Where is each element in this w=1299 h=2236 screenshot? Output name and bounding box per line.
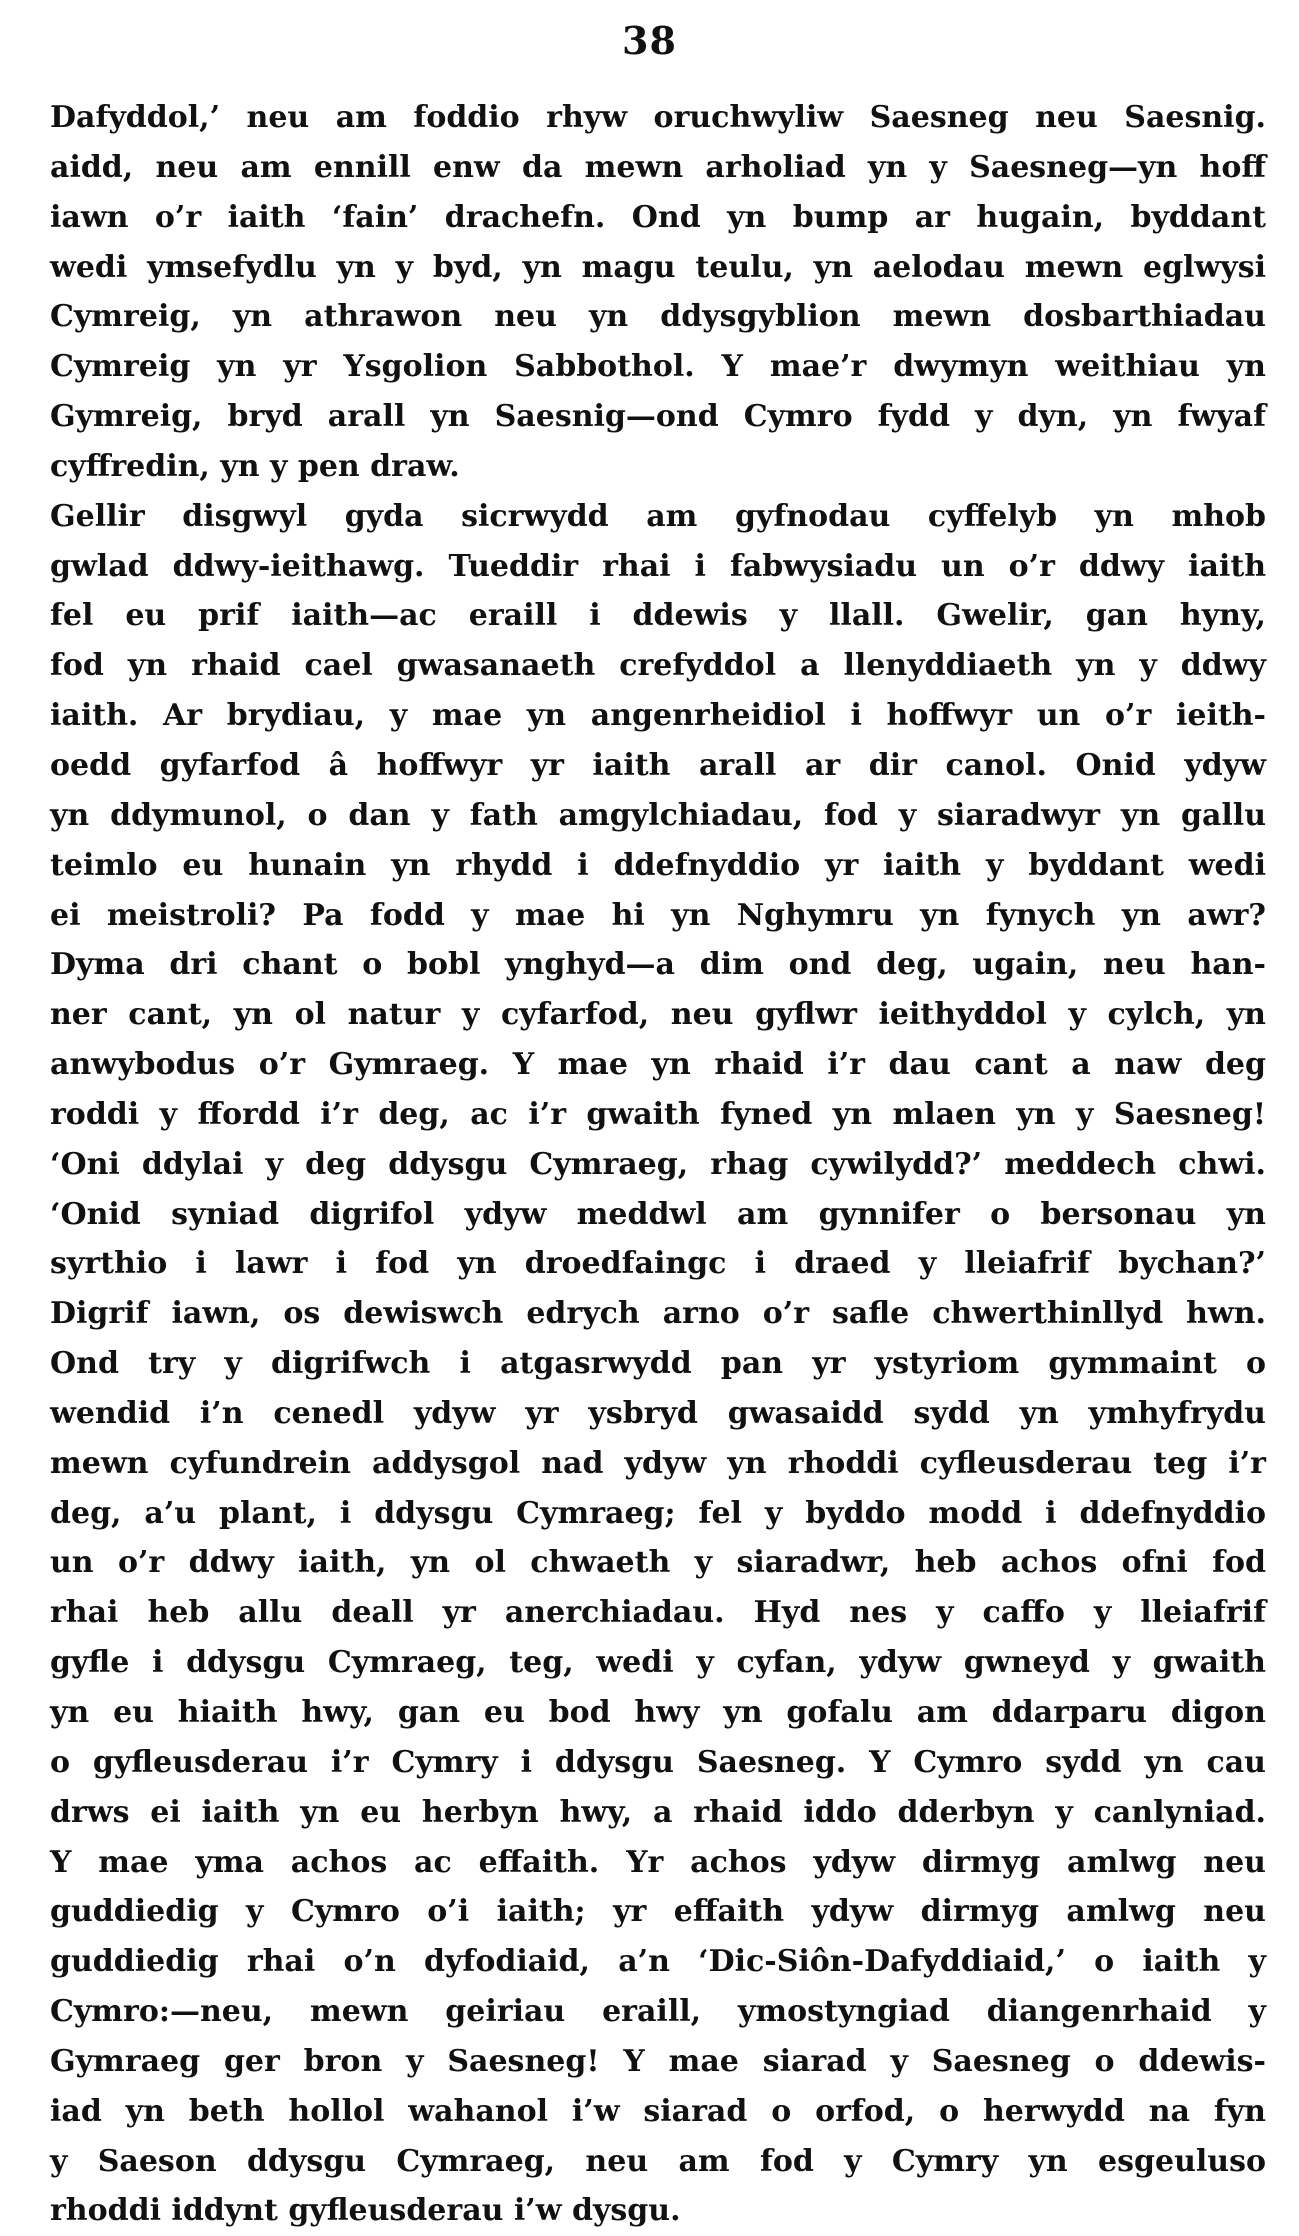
text-line: Dyma dri chant o bobl ynghyd—a dim ond deg, ugain, neu han- — [50, 947, 1266, 983]
text-line: y Saeson ddysgu Cymraeg, neu am fod y Cymry yn esgeuluso — [50, 2143, 1266, 2179]
text-line: ei meistroli? Pa fodd y mae hi yn Nghymru yn fynych yn awr? — [50, 897, 1266, 933]
text-line: iawn o’r iaith ‘fain’ drachefn. Ond yn bump ar hugain, byddant — [50, 199, 1266, 235]
text-line: o gyfleusderau i’r Cymry i ddysgu Saesneg. Y Cymro sydd yn cau — [50, 1744, 1266, 1780]
text-line: guddiedig y Cymro o’i iaith; yr effaith ydyw dirmyg amlwg neu — [50, 1894, 1266, 1930]
text-line: iad yn beth hollol wahanol i’w siarad o orfod, o herwydd na fyn — [50, 2093, 1266, 2129]
paragraph-end-line: rhoddi iddynt gyfleusderau i’w dysgu. — [50, 2193, 681, 2229]
text-line: aidd, neu am ennill enw da mewn arholiad yn y Saesneg—yn hoff — [50, 149, 1266, 185]
text-line: Cymreig yn yr Ysgolion Sabbothol. Y mae’r dwymyn weithiau yn — [50, 349, 1266, 385]
text-line: ner cant, yn ol natur y cyfarfod, neu gyflwr ieithyddol y cylch, yn — [50, 997, 1266, 1033]
paragraph-end-line: cyffredin, yn y pen draw. — [50, 448, 460, 484]
text-line: un o’r ddwy iaith, yn ol chwaeth y siaradwr, heb achos ofni fod — [50, 1545, 1266, 1581]
text-line: wendid i’n cenedl ydyw yr ysbryd gwasaidd sydd yn ymhyfrydu — [50, 1395, 1266, 1431]
text-line: Y mae yma achos ac effaith. Yr achos ydyw dirmyg amlwg neu — [50, 1844, 1266, 1880]
text-line: drws ei iaith yn eu herbyn hwy, a rhaid iddo dderbyn y canlyniad. — [50, 1794, 1266, 1830]
text-line: Gymreig, bryd arall yn Saesnig—ond Cymro fydd y dyn, yn fwyaf — [50, 399, 1266, 435]
paragraph-start-line: Gellir disgwyl gyda sicrwydd am gyfnodau cyffelyb yn mhob — [50, 498, 1266, 534]
text-line: syrthio i lawr i fod yn droedfaingc i draed y lleiafrif bychan?’ — [50, 1246, 1266, 1282]
text-line: Gymraeg ger bron y Saesneg! Y mae siarad y Saesneg o ddewis- — [50, 2043, 1266, 2079]
page-number: 38 — [622, 18, 677, 63]
text-line: ‘Oni ddylai y deg ddysgu Cymraeg, rhag cywilydd?’ meddech chwi. — [50, 1146, 1266, 1182]
text-line: yn eu hiaith hwy, gan eu bod hwy yn gofalu am ddarparu digon — [50, 1695, 1266, 1730]
text-line: guddiedig rhai o’n dyfodiaid, a’n ‘Dic-Siôn-Dafyddiaid,’ o iaith y — [50, 1944, 1266, 1980]
text-line: rhai heb allu deall yr anerchiadau. Hyd nes y caffo y lleiafrif — [50, 1595, 1266, 1631]
text-line: Ond try y digrifwch i atgasrwydd pan yr ystyriom gymmaint o — [50, 1346, 1266, 1382]
text-line: fod yn rhaid cael gwasanaeth crefyddol a llenyddiaeth yn y ddwy — [50, 648, 1266, 684]
text-line: fel eu prif iaith—ac eraill i ddewis y llall. Gwelir, gan hyny, — [50, 598, 1266, 634]
text-line: oedd gyfarfod â hoffwyr yr iaith arall ar dir canol. Onid ydyw — [50, 747, 1266, 783]
text-line: Cymreig, yn athrawon neu yn ddysgyblion mewn dosbarthiadau — [50, 299, 1266, 335]
text-line: ‘Onid syniad digrifol ydyw meddwl am gynnifer o bersonau yn — [50, 1196, 1266, 1232]
text-line: Digrif iawn, os dewiswch edrych arno o’r safle chwerthinllyd hwn. — [50, 1296, 1266, 1332]
text-line: iaith. Ar brydiau, y mae yn angenrheidiol i hoffwyr un o’r ieith- — [50, 698, 1266, 734]
text-line: deg, a’u plant, i ddysgu Cymraeg; fel y byddo modd i ddefnyddio — [50, 1495, 1266, 1531]
text-line: gyfle i ddysgu Cymraeg, teg, wedi y cyfan, ydyw gwneyd y gwaith — [50, 1645, 1266, 1681]
text-line: Dafyddol,’ neu am foddio rhyw oruchwyliw Saesneg neu Saesnig. — [50, 100, 1266, 135]
text-line: gwlad ddwy-ieithawg. Tueddir rhai i fabwysiadu un o’r ddwy iaith — [50, 548, 1266, 584]
text-line: teimlo eu hunain yn rhydd i ddefnyddio yr iaith y byddant wedi — [50, 847, 1266, 883]
text-line: roddi y ffordd i’r deg, ac i’r gwaith fyned yn mlaen yn y Saesneg! — [50, 1096, 1266, 1132]
text-line: wedi ymsefydlu yn y byd, yn magu teulu, yn aelodau mewn eglwysi — [50, 249, 1266, 285]
text-line: yn ddymunol, o dan y fath amgylchiadau, fod y siaradwyr yn gallu — [50, 797, 1266, 833]
text-line: mewn cyfundrein addysgol nad ydyw yn rhoddi cyfleusderau teg i’r — [50, 1445, 1266, 1481]
body-text — [50, 93, 1266, 2236]
text-line: anwybodus o’r Gymraeg. Y mae yn rhaid i’r dau cant a naw deg — [50, 1047, 1266, 1083]
text-line: Cymro:—neu, mewn geiriau eraill, ymostyngiad diangenrhaid y — [50, 1994, 1266, 2030]
